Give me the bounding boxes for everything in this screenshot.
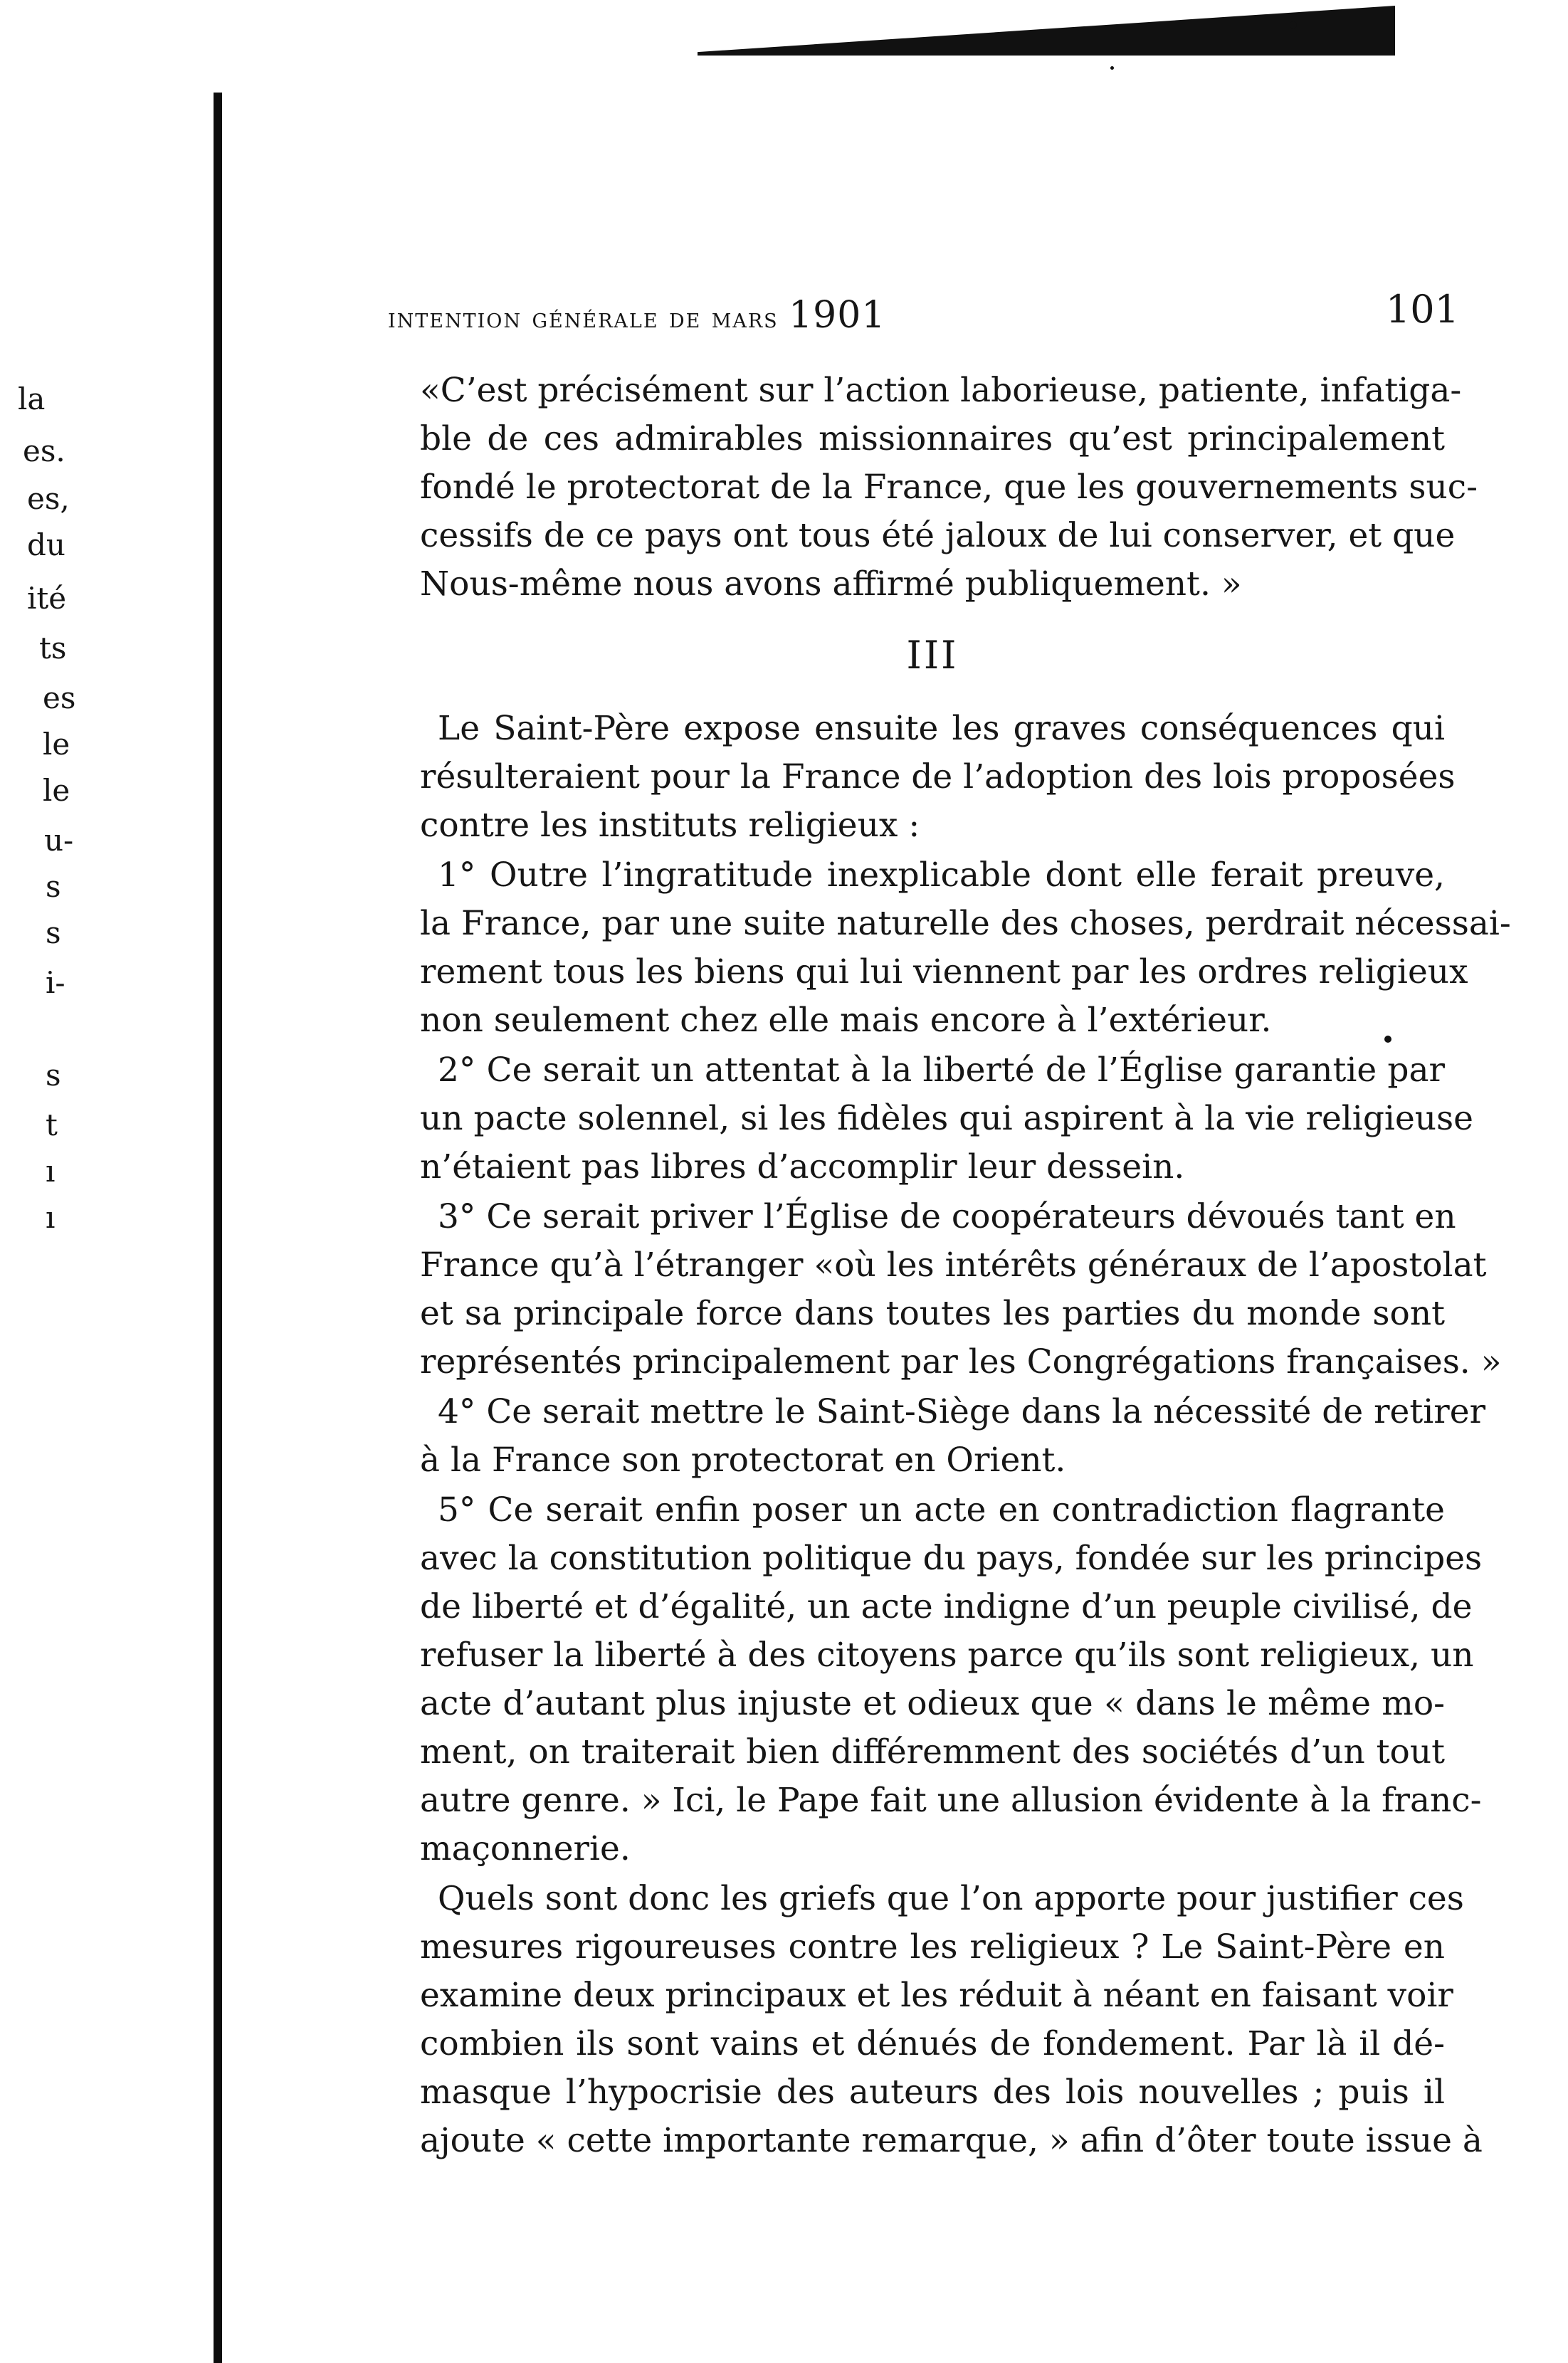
margin-fragment: s	[46, 915, 61, 950]
text-line: représentés principalement par les Congrégations françaises. »	[420, 1342, 1502, 1382]
margin-fragment: du	[27, 527, 65, 562]
text-line: 4° Ce serait mettre le Saint-Siège dans la nécessité de retirer	[438, 1392, 1486, 1431]
text-line: mesures rigoureuses contre les religieux ? Le Saint-Père en	[420, 1927, 1445, 1967]
margin-fragment: t	[46, 1107, 58, 1142]
text-line: résulteraient pour la France de l’adoption des lois proposées	[420, 757, 1456, 796]
text-line: France qu’à l’étranger «où les intérêts généraux de l’apostolat	[420, 1246, 1487, 1285]
text-line: ment, on traiterait bien différemment des sociétés d’un tout	[420, 1732, 1445, 1772]
text-line: n’étaient pas libres d’accomplir leur dessein.	[420, 1147, 1185, 1186]
text-line: «C’est précisément sur l’action laborieuse, patiente, infatiga-	[420, 371, 1462, 410]
text-line: 3° Ce serait priver l’Église de coopérateurs dévoués tant en	[438, 1197, 1456, 1236]
text-line: un pacte solennel, si les fidèles qui aspirent à la vie religieuse	[420, 1099, 1473, 1138]
margin-fragment: es,	[27, 481, 70, 516]
margin-fragment: i-	[46, 965, 65, 1000]
margin-fragment: la	[18, 381, 46, 416]
text-line: Nous-même nous avons affirmé publiquement. »	[420, 564, 1242, 604]
text-line: refuser la liberté à des citoyens parce qu’ils sont religieux, un	[420, 1636, 1474, 1675]
text-line: 1° Outre l’ingratitude inexplicable dont elle ferait preuve,	[438, 856, 1445, 895]
margin-fragment: le	[43, 727, 70, 762]
text-line: Quels sont donc les griefs que l’on apporte pour justifier ces	[438, 1879, 1464, 1918]
text-line: 5° Ce serait enfin poser un acte en contradiction flagrante	[438, 1490, 1445, 1530]
margin-fragment: s	[46, 869, 61, 904]
running-title-year: 1901	[789, 294, 886, 337]
text-line: ble de ces admirables missionnaires qu’est principalement	[420, 419, 1445, 458]
margin-fragment: s	[46, 1058, 61, 1093]
text-line: masque l’hypocrisie des auteurs des lois nouvelles ; puis il	[420, 2073, 1445, 2112]
running-title	[388, 294, 885, 337]
section-heading: III	[906, 633, 959, 678]
page-header	[388, 287, 1459, 337]
margin-fragment: u-	[44, 823, 74, 858]
text-line: Le Saint-Père expose ensuite les graves conséquences qui	[438, 709, 1445, 748]
text-line: acte d’autant plus injuste et odieux que « dans le même mo-	[420, 1684, 1445, 1723]
margin-fragment: ı	[46, 1154, 56, 1189]
running-title-text: intention générale de mars	[388, 302, 779, 335]
text-line: fondé le protectorat de la France, que les gouvernements suc-	[420, 468, 1478, 507]
text-line: combien ils sont vains et dénués de fondement. Par là il dé-	[420, 2024, 1445, 2063]
margin-fragment: ts	[39, 631, 67, 665]
text-line: 2° Ce serait un attentat à la liberté de l’Église garantie par	[438, 1051, 1445, 1090]
text-line: de liberté et d’égalité, un acte indigne d’un peuple civilisé, de	[420, 1587, 1473, 1626]
text-line: et sa principale force dans toutes les parties du monde sont	[420, 1294, 1445, 1333]
text-line: à la France son protectorat en Orient.	[420, 1441, 1066, 1480]
text-line: avec la constitution politique du pays, fondée sur les principes	[420, 1539, 1483, 1578]
margin-fragment: ité	[27, 581, 67, 616]
text-line: ajoute « cette importante remarque, » afin d’ôter toute issue à	[420, 2121, 1483, 2160]
left-margin-fragments	[0, 0, 214, 2360]
text-line: examine deux principaux et les réduit à néant en faisant voir	[420, 1976, 1453, 2015]
margin-fragment: ı	[46, 1200, 56, 1235]
text-line: la France, par une suite naturelle des choses, perdrait nécessai-	[420, 904, 1511, 943]
margin-fragment: le	[43, 773, 70, 808]
text-line: rement tous les biens qui lui viennent par les ordres religieux	[420, 952, 1468, 991]
text-line: autre genre. » Ici, le Pape fait une allusion évidente à la franc-	[420, 1781, 1482, 1820]
margin-fragment: es	[43, 680, 76, 715]
margin-fragment: es.	[23, 433, 65, 468]
text-line: cessifs de ce pays ont tous été jaloux de lui conserver, et que	[420, 516, 1456, 555]
text-line: non seulement chez elle mais encore à l’extérieur.	[420, 1001, 1272, 1040]
book-page	[214, 0, 1568, 2360]
text-line: contre les instituts religieux :	[420, 806, 920, 845]
page-number: 101	[1385, 287, 1459, 332]
text-line: maçonnerie.	[420, 1829, 631, 1868]
